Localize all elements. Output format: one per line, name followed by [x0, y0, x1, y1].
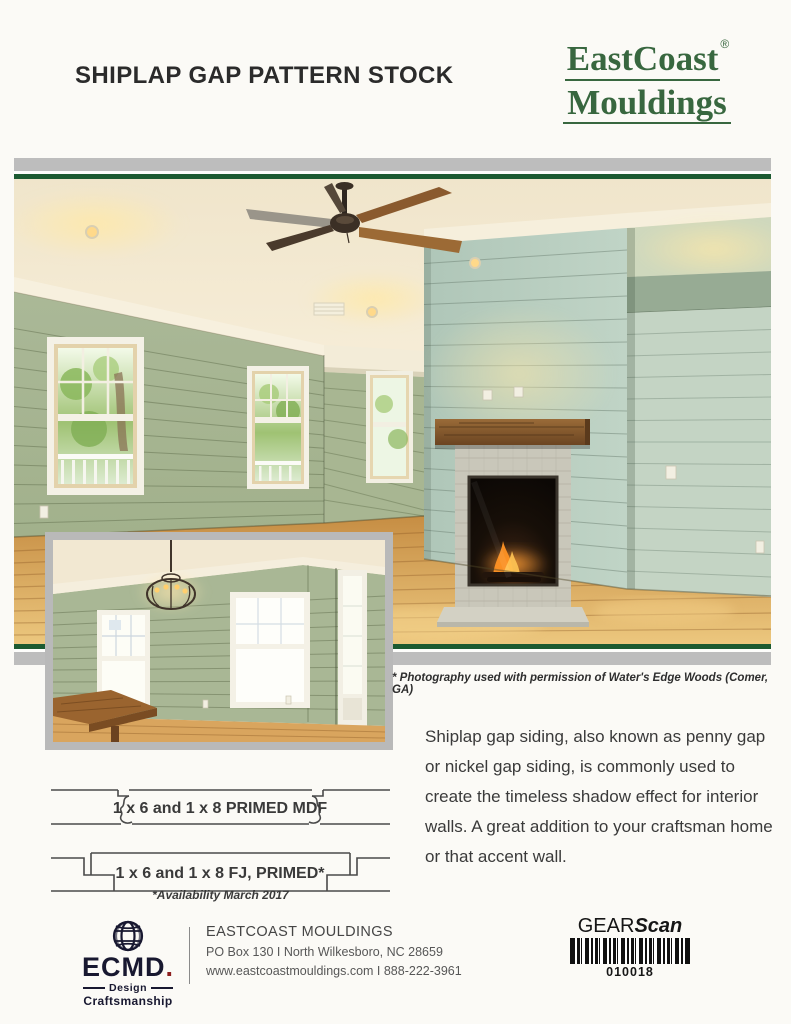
- frame-bar-top: [14, 158, 771, 171]
- logo-line2: Mouldings: [563, 85, 731, 124]
- registered-mark: ®: [720, 37, 730, 51]
- ecmd-tagline-craftsmanship: Craftsmanship: [83, 994, 173, 1008]
- page-title: SHIPLAP GAP PATTERN STOCK: [75, 62, 454, 89]
- gearscan-brand: GEAR: [577, 915, 635, 937]
- company-name: EASTCOAST MOULDINGS: [206, 924, 394, 940]
- photo-caption: * Photography used with permission of Water's Edge Woods (Comer, GA): [392, 672, 769, 696]
- inset-photo: [45, 532, 393, 750]
- barcode-number: 010018: [606, 965, 654, 979]
- company-address: PO Box 130 I North Wilkesboro, NC 28659: [206, 945, 443, 959]
- profile-diagrams: [48, 772, 393, 892]
- ecmd-name: ECMD: [81, 952, 166, 982]
- right-nook: [627, 203, 771, 597]
- eastcoast-mouldings-logo: [558, 38, 736, 124]
- profile-label-1: 1 x 6 and 1 x 8 PRIMED MDF: [112, 800, 328, 817]
- globe-icon: [110, 918, 146, 954]
- company-address-block: [206, 924, 462, 978]
- ecmd-mark: .: [165, 952, 174, 982]
- company-contact: www.eastcoastmouldings.com I 888-222-3961: [206, 964, 462, 978]
- hearth: [437, 607, 589, 622]
- profile-label-2: 1 x 6 and 1 x 8 FJ, PRIMED*: [115, 865, 325, 882]
- ceiling-vent: [314, 303, 344, 315]
- inset-window-right: [230, 592, 310, 708]
- gearscan-brand-italic: Scan: [634, 915, 683, 937]
- inset-glass-door: [336, 568, 367, 726]
- ecmd-tagline-design: Design: [72, 982, 184, 994]
- window-3: [366, 371, 413, 483]
- window-2: [247, 366, 309, 489]
- gearscan-block: [570, 916, 690, 979]
- footer-divider: [189, 927, 190, 984]
- ecmd-logo: [72, 918, 184, 1008]
- availability-note: *Availability March 2017: [152, 888, 289, 902]
- logo-line1: EastCoast: [565, 41, 721, 81]
- body-paragraph: Shiplap gap siding, also known as penny gap or nickel gap siding, is commonly used to create the timeless shadow effect for interior walls. A great addition to your craftsman home or that accent wall.: [425, 727, 773, 866]
- window-1: [47, 337, 144, 495]
- fireplace: [435, 419, 590, 627]
- barcode: [570, 938, 690, 964]
